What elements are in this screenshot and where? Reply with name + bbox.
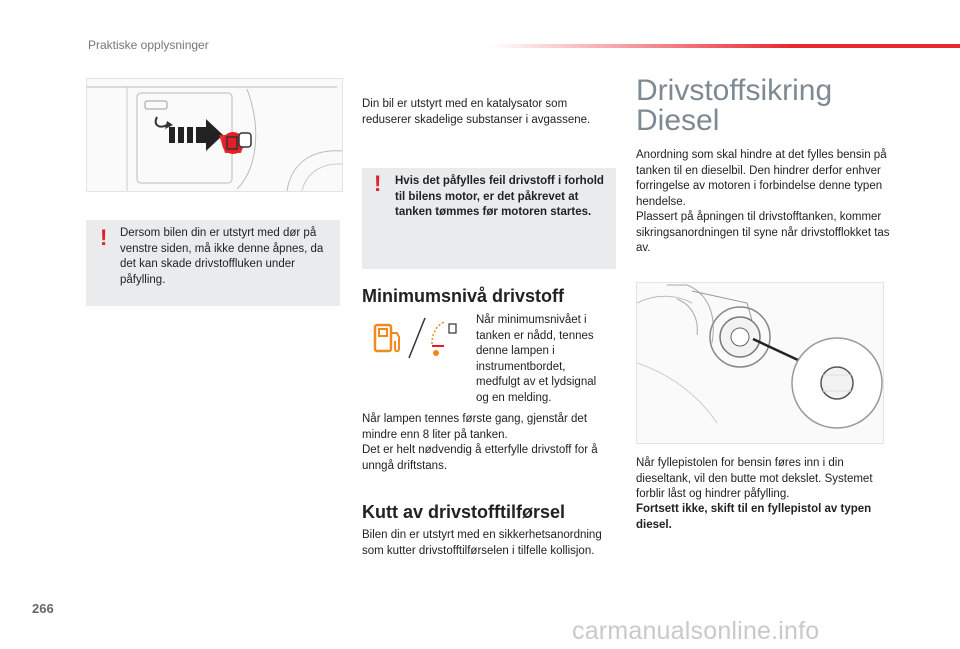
min-level-icon-text: Når minimumsnivået i tanken er nådd, tennes denne lampen i instrumentbordet, medfulgt av et lydsignal og en melding. bbox=[476, 314, 597, 404]
fuel-gauge-icon bbox=[428, 316, 464, 365]
warning-exclamation-icon: ! bbox=[100, 225, 108, 250]
wrong-fuel-warning-text: Hvis det påfylles feil drivstoff i forhold til bilens motor, er det påkrevet at tanken tømmes før motoren startes. bbox=[395, 175, 604, 218]
fuel-flap-illustration bbox=[86, 78, 343, 192]
page-number: 266 bbox=[32, 601, 54, 616]
diesel-guard-para1: Anordning som skal hindre at det fylles bensin på tanken til en dieselbil. Den hindrer derfor enhver forringelse av motoren i forbindelse denne typen hendelse. bbox=[636, 149, 887, 208]
door-warning-text: Dersom bilen din er utstyrt med dør på venstre siden, må ikke denne åpnes, da det kan skade drivstoffluken under påfylling. bbox=[120, 227, 324, 286]
min-level-para2: Det er helt nødvendig å etterfylle drivstoff for å unngå driftstans. bbox=[362, 444, 598, 472]
min-level-heading: Minimumsnivå drivstoff bbox=[362, 286, 565, 306]
fuel-pump-icon bbox=[372, 321, 406, 360]
warning-exclamation-icon: ! bbox=[374, 171, 382, 196]
diesel-guard-title-line2: Diesel bbox=[636, 104, 720, 137]
watermark: carmanualsonline.info bbox=[572, 617, 820, 645]
diesel-guard-title-line1: Drivstoffsikring bbox=[636, 74, 833, 107]
header-accent-bar bbox=[490, 44, 960, 48]
cutoff-heading: Kutt av drivstofftilførsel bbox=[362, 502, 566, 522]
wrong-fuel-warning-box bbox=[362, 168, 616, 269]
catalyst-intro: Din bil er utstyrt med en katalysator som reduserer skadelige substanser i avgassene. bbox=[362, 98, 591, 126]
diesel-guard-para3: Når fyllepistolen for bensin føres inn i din dieseltank, vil den butte mot dekslet. Systemet forblir låst og hindrer påfylling. bbox=[636, 457, 873, 500]
diesel-guard-para2: Plassert på åpningen til drivstofftanken, kommer sikringsanordningen til syne når drivstofflokket tas av. bbox=[636, 211, 890, 254]
min-level-para1: Når lampen tennes første gang, gjenstår det mindre enn 8 liter på tanken. bbox=[362, 413, 588, 441]
door-warning-box bbox=[86, 220, 340, 306]
diesel-filler-illustration bbox=[636, 282, 884, 444]
divider-slash bbox=[406, 316, 428, 365]
diesel-guard-para4: Fortsett ikke, skift til en fyllepistol av typen diesel. bbox=[636, 503, 872, 531]
section-title: Praktiske opplysninger bbox=[88, 38, 209, 52]
cutoff-text: Bilen din er utstyrt med en sikkerhetsanordning som kutter drivstofftilførselen i tilfelle kollisjon. bbox=[362, 529, 602, 557]
